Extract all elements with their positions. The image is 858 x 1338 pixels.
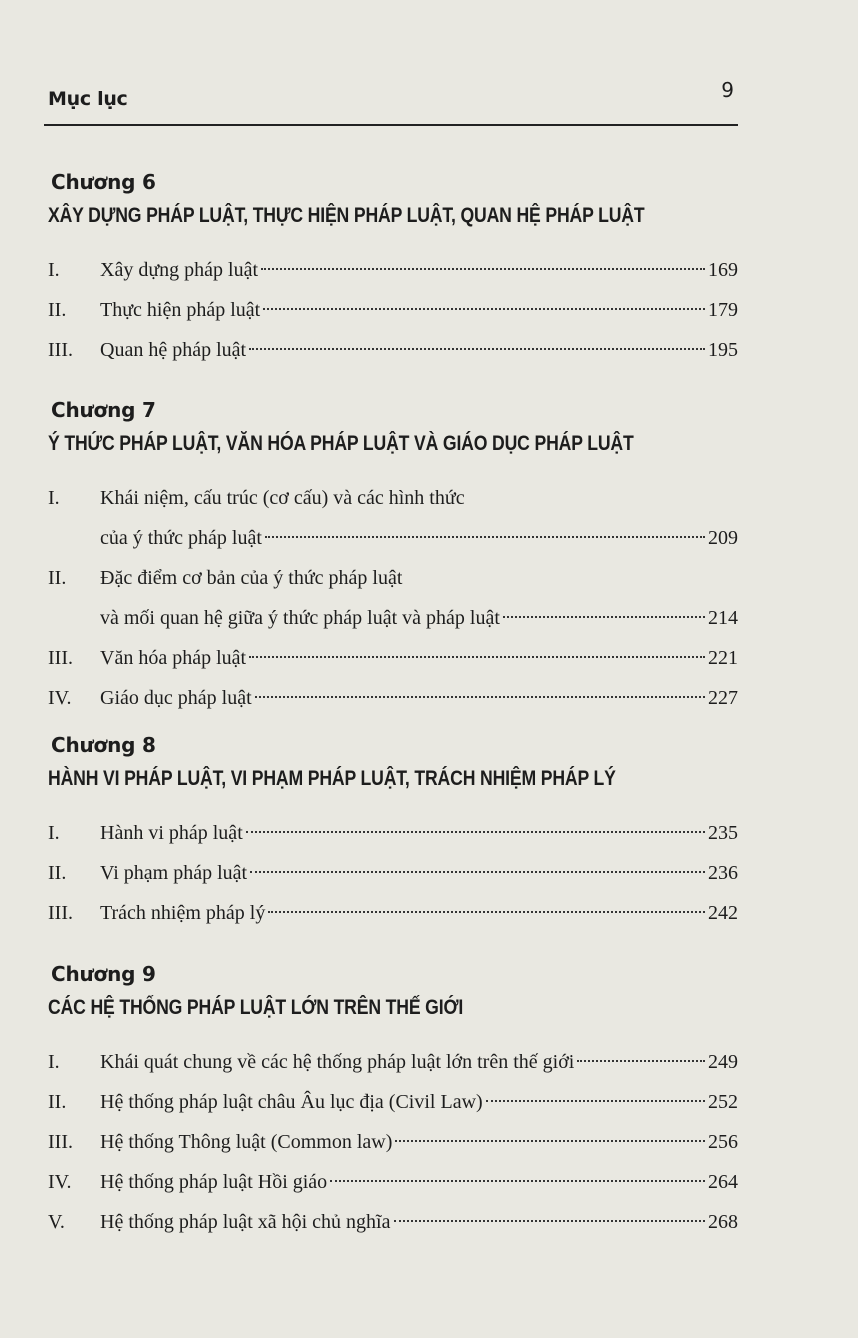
entry-line (100, 638, 738, 678)
dot-leader (330, 1180, 705, 1182)
dot-leader (265, 536, 705, 538)
dot-leader (394, 1220, 706, 1222)
entry-line (100, 518, 738, 558)
toc-entry[interactable] (48, 330, 738, 370)
entry-number: I. (48, 822, 60, 844)
entry-page-number: 169 (708, 259, 738, 281)
entry-line (100, 598, 738, 638)
page-header (44, 78, 738, 126)
entry-body (100, 853, 738, 893)
chapter-block (48, 170, 738, 370)
entry-number: V. (48, 1211, 65, 1233)
entry-text: Hệ thống pháp luật xã hội chủ nghĩa (100, 1211, 391, 1233)
entry-number: II. (48, 299, 67, 321)
entry-line (100, 290, 738, 330)
entry-page-number: 249 (708, 1051, 738, 1073)
toc-entry[interactable] (48, 1082, 738, 1122)
entry-line (100, 893, 738, 933)
entry-body (100, 678, 738, 718)
chapter-label: Chương 7 (51, 398, 156, 422)
toc-entry[interactable] (48, 893, 738, 933)
entry-text: và mối quan hệ giữa ý thức pháp luật và pháp luật (100, 607, 500, 629)
dot-leader (261, 268, 705, 270)
entry-body (100, 478, 738, 558)
entry-page-number: 268 (708, 1211, 738, 1233)
entry-body (100, 250, 738, 290)
entry-text: Vi phạm pháp luật (100, 862, 248, 884)
dot-leader (268, 911, 705, 913)
entry-line (100, 1122, 738, 1162)
entry-number: IV. (48, 687, 72, 709)
entry-number: III. (48, 1131, 73, 1153)
entry-text-first-line: Đặc điểm cơ bản của ý thức pháp luật (100, 567, 403, 589)
entry-number: III. (48, 902, 73, 924)
entry-body (100, 558, 738, 638)
entry-line (100, 813, 738, 853)
dot-leader (577, 1060, 705, 1062)
entry-text: Trách nhiệm pháp lý (100, 902, 266, 924)
entry-line (100, 1162, 738, 1202)
dot-leader (263, 308, 705, 310)
entry-text-first-line: Khái niệm, cấu trúc (cơ cấu) và các hình thức (100, 487, 465, 509)
dot-leader (395, 1140, 705, 1142)
entry-page-number: 221 (708, 647, 738, 669)
entry-number: I. (48, 259, 60, 281)
toc-entry[interactable] (48, 1122, 738, 1162)
header-title: Mục lục (48, 88, 128, 110)
toc-entry[interactable] (48, 478, 738, 558)
entry-text: Hệ thống Thông luật (Common law) (100, 1131, 393, 1153)
entry-line (100, 330, 738, 370)
entry-line (100, 1202, 738, 1242)
dot-leader (255, 696, 705, 698)
entry-number: I. (48, 1051, 60, 1073)
entry-page-number: 179 (708, 299, 738, 321)
entry-number: III. (48, 647, 73, 669)
entry-body (100, 1122, 738, 1162)
entry-line (100, 1082, 738, 1122)
entry-text: Hệ thống pháp luật châu Âu lục địa (Civil Law) (100, 1091, 483, 1113)
entry-body (100, 1082, 738, 1122)
toc-entry[interactable] (48, 290, 738, 330)
chapter-label: Chương 8 (51, 733, 156, 757)
chapter-block (48, 962, 738, 1242)
entry-text: Văn hóa pháp luật (100, 647, 247, 669)
entry-text: Hành vi pháp luật (100, 822, 243, 844)
toc-entry[interactable] (48, 1042, 738, 1082)
entry-page-number: 214 (708, 607, 738, 629)
entry-page-number: 195 (708, 339, 738, 361)
chapter-title: XÂY DỰNG PHÁP LUẬT, THỰC HIỆN PHÁP LUẬT, QUAN HỆ PHÁP LUẬT (48, 204, 645, 227)
entry-line (100, 1042, 738, 1082)
entry-number: IV. (48, 1171, 72, 1193)
entry-page-number: 264 (708, 1171, 738, 1193)
entry-number: III. (48, 339, 73, 361)
entry-number: II. (48, 862, 67, 884)
chapter-label: Chương 6 (51, 170, 156, 194)
chapter-block (48, 398, 738, 718)
dot-leader (249, 656, 705, 658)
chapter-title: HÀNH VI PHÁP LUẬT, VI PHẠM PHÁP LUẬT, TRÁCH NHIỆM PHÁP LÝ (48, 767, 616, 790)
entry-body (100, 813, 738, 853)
entry-page-number: 209 (708, 527, 738, 549)
entry-body (100, 1162, 738, 1202)
entry-page-number: 235 (708, 822, 738, 844)
chapter-label: Chương 9 (51, 962, 156, 986)
entry-text: Hệ thống pháp luật Hồi giáo (100, 1171, 328, 1193)
page-number: 9 (721, 78, 734, 102)
entry-text: của ý thức pháp luật (100, 527, 262, 549)
entry-page-number: 242 (708, 902, 738, 924)
entry-line (100, 678, 738, 718)
chapter-title: Ý THỨC PHÁP LUẬT, VĂN HÓA PHÁP LUẬT VÀ GIÁO DỤC PHÁP LUẬT (48, 432, 634, 455)
chapter-block (48, 733, 738, 933)
toc-entries (48, 250, 738, 370)
entry-number: II. (48, 567, 67, 589)
chapter-title: CÁC HỆ THỐNG PHÁP LUẬT LỚN TRÊN THẾ GIỚI (48, 996, 464, 1019)
entry-body (100, 330, 738, 370)
entry-body (100, 1202, 738, 1242)
entry-page-number: 252 (708, 1091, 738, 1113)
dot-leader (486, 1100, 705, 1102)
entry-text: Khái quát chung về các hệ thống pháp luật lớn trên thế giới (100, 1051, 575, 1073)
entry-text: Xây dựng pháp luật (100, 259, 259, 281)
toc-entry[interactable] (48, 853, 738, 893)
entry-page-number: 256 (708, 1131, 738, 1153)
entry-text: Thực hiện pháp luật (100, 299, 261, 321)
entry-body (100, 1042, 738, 1082)
dot-leader (503, 616, 705, 618)
entry-body (100, 893, 738, 933)
entry-number: II. (48, 1091, 67, 1113)
toc-entries (48, 1042, 738, 1242)
entry-number: I. (48, 487, 60, 509)
toc-entry[interactable] (48, 1202, 738, 1242)
entry-body (100, 290, 738, 330)
entry-page-number: 236 (708, 862, 738, 884)
entry-text: Quan hệ pháp luật (100, 339, 247, 361)
toc-entries (48, 813, 738, 933)
dot-leader (249, 348, 705, 350)
entry-page-number: 227 (708, 687, 738, 709)
entry-line (100, 853, 738, 893)
entry-body (100, 638, 738, 678)
entry-text: Giáo dục pháp luật (100, 687, 252, 709)
toc-entries (48, 478, 738, 718)
toc-entry[interactable] (48, 1162, 738, 1202)
toc-entry[interactable] (48, 638, 738, 678)
toc-entry[interactable] (48, 813, 738, 853)
dot-leader (246, 831, 705, 833)
toc-entry[interactable] (48, 558, 738, 638)
entry-line (100, 250, 738, 290)
dot-leader (250, 871, 705, 873)
toc-entry[interactable] (48, 250, 738, 290)
toc-entry[interactable] (48, 678, 738, 718)
